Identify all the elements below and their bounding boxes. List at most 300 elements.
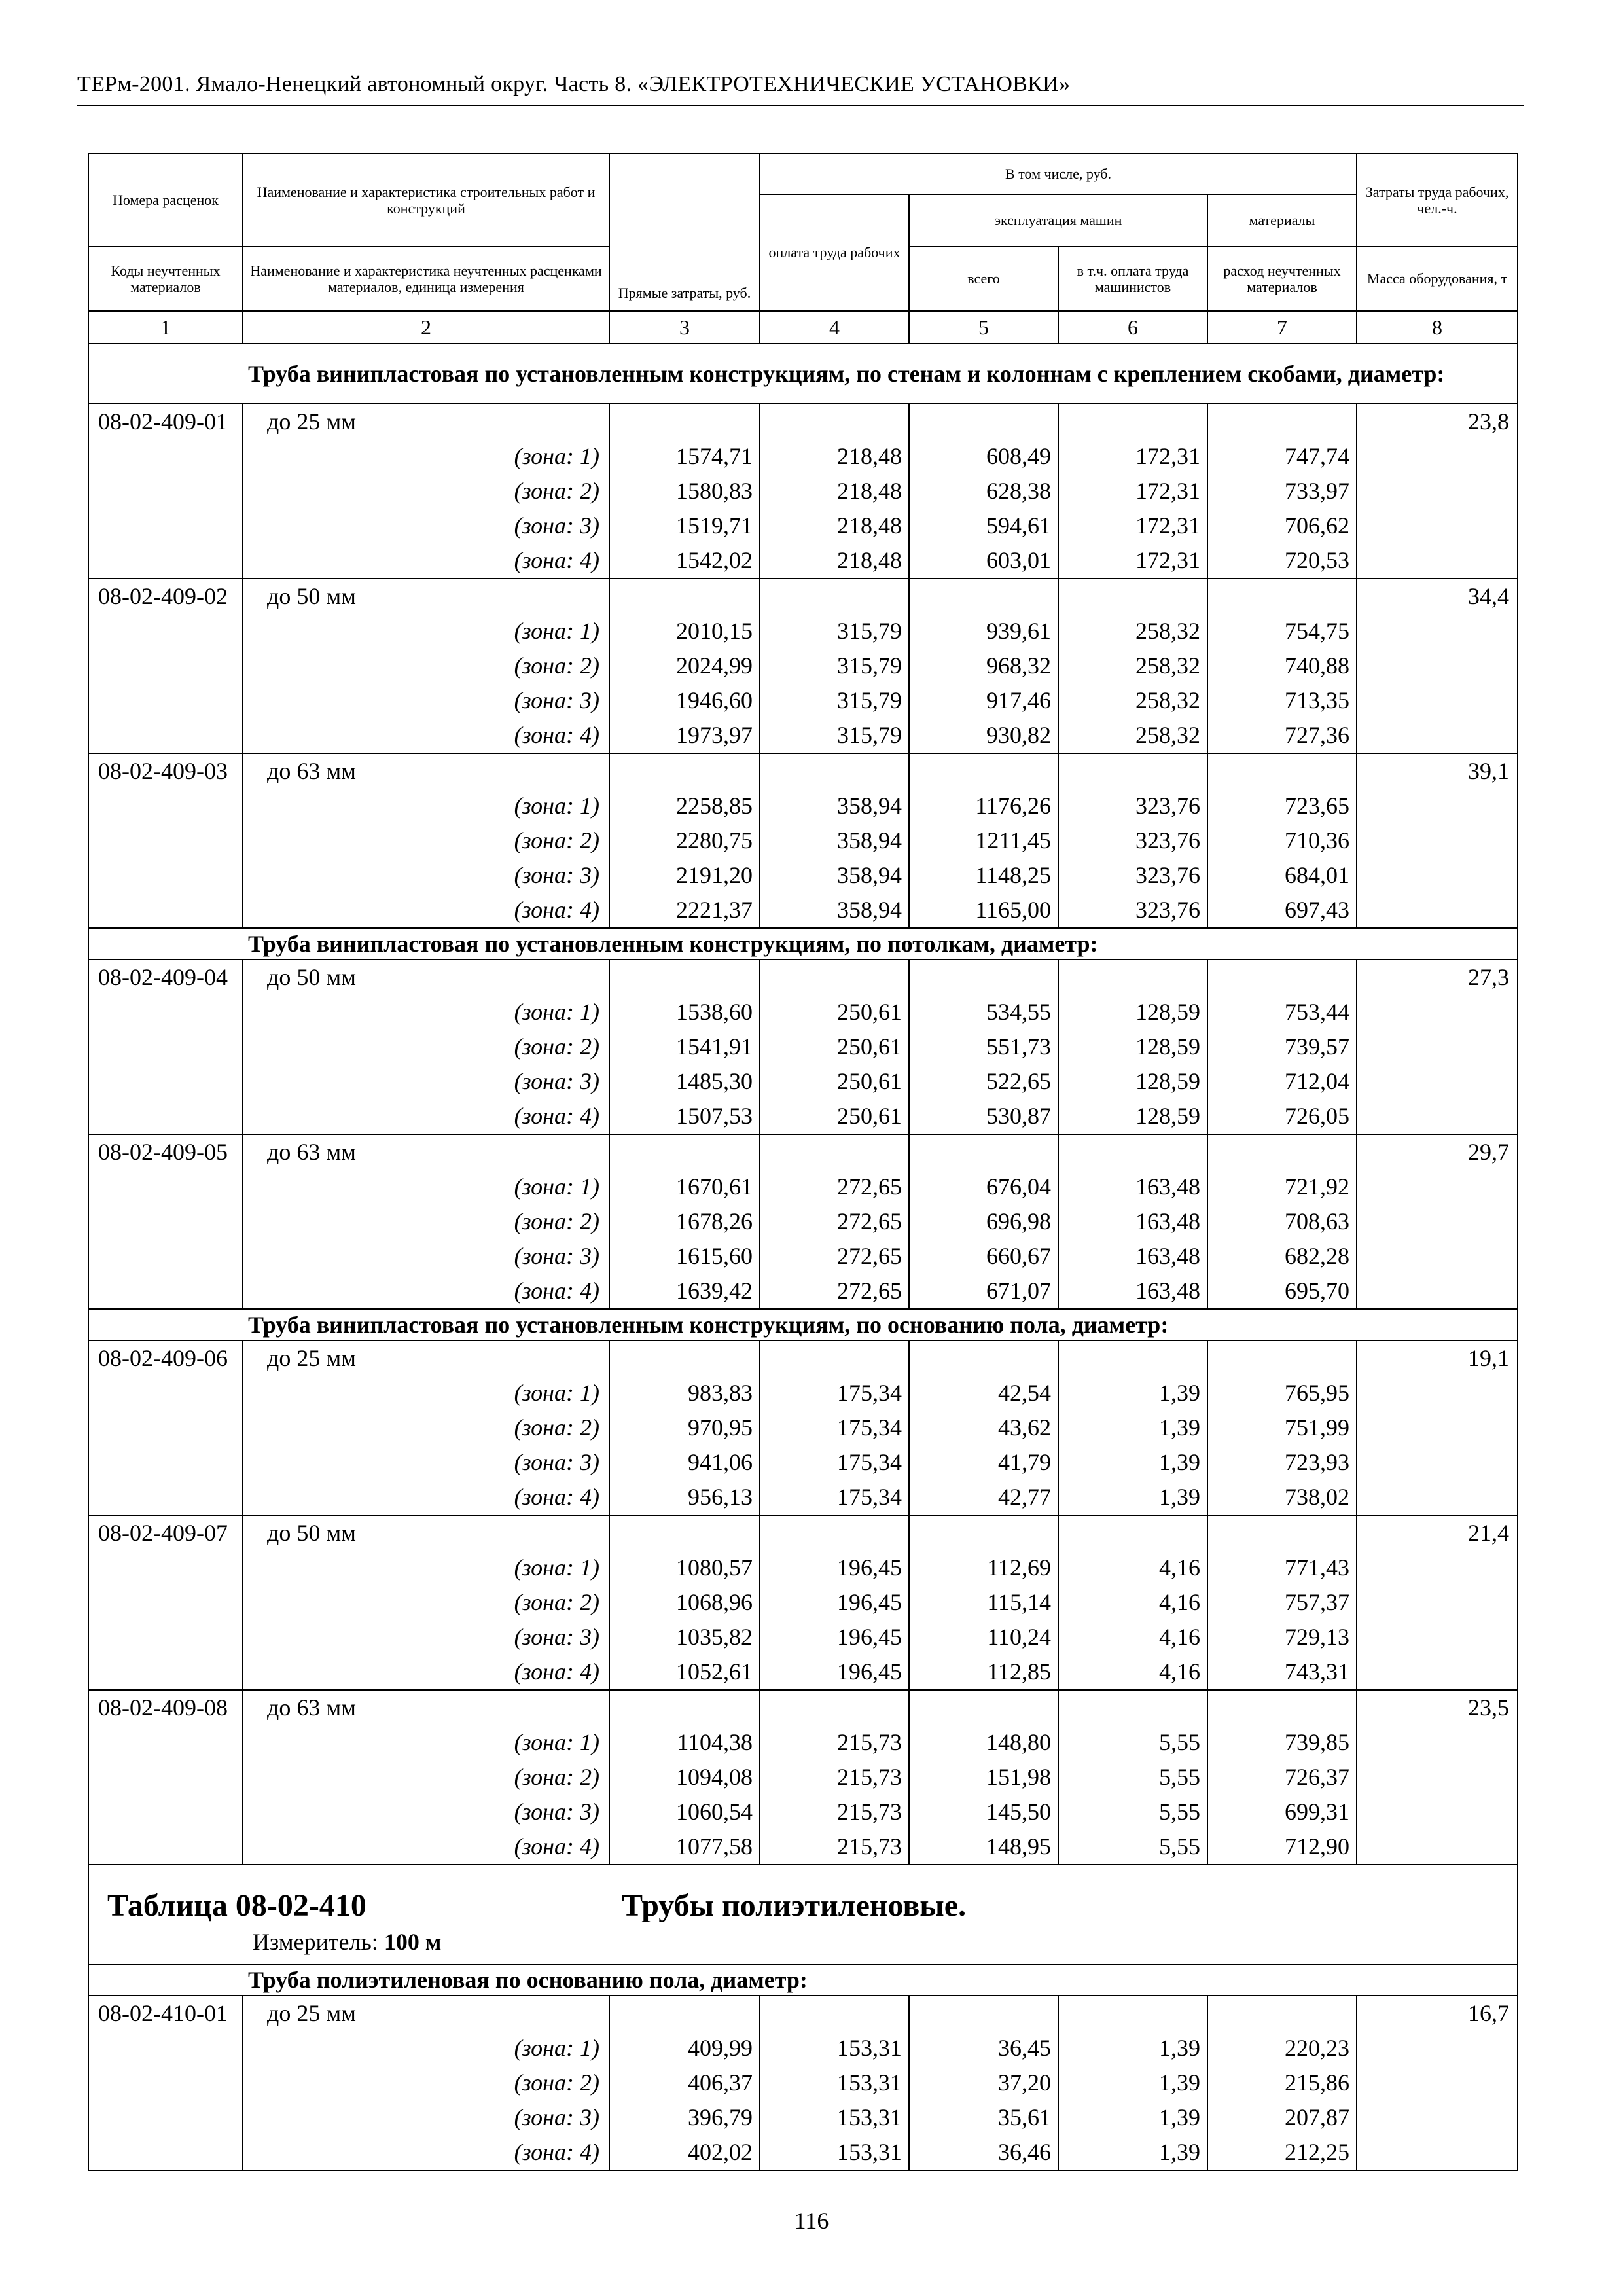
- materials-value: 697,43: [1207, 893, 1357, 928]
- table-row: [88, 439, 1518, 474]
- section-ceilings: [88, 928, 1518, 960]
- materials-value: 765,95: [1207, 1376, 1357, 1410]
- empty-cell: [88, 1480, 243, 1515]
- table-row: [88, 1170, 1518, 1204]
- direct-costs-value: 1538,60: [609, 995, 760, 1030]
- rate-code: 08-02-409-05: [88, 1134, 243, 1170]
- labor-pay-value: 250,61: [760, 1030, 909, 1064]
- labor-pay-value: 358,94: [760, 789, 909, 823]
- materials-value: 771,43: [1207, 1551, 1357, 1585]
- table-row: [88, 893, 1518, 928]
- operators-pay-value: 258,32: [1058, 614, 1207, 649]
- zone-label: (зона: 1): [243, 439, 609, 474]
- table-row: [88, 614, 1518, 649]
- zone-label: (зона: 4): [243, 893, 609, 928]
- operators-pay-value: 258,32: [1058, 649, 1207, 683]
- operators-pay-value: 172,31: [1058, 543, 1207, 579]
- direct-costs-value: 1485,30: [609, 1064, 760, 1099]
- operators-pay-value: 1,39: [1058, 2031, 1207, 2066]
- direct-costs-value: 1580,83: [609, 474, 760, 509]
- empty-cell: [88, 1829, 243, 1865]
- zone-label: (зона: 3): [243, 509, 609, 543]
- direct-costs-value: 970,95: [609, 1410, 760, 1445]
- header-materials: материалы: [1207, 194, 1357, 247]
- zone-label: (зона: 3): [243, 1620, 609, 1655]
- zone-label: (зона: 4): [243, 1655, 609, 1690]
- table-row: [88, 1204, 1518, 1239]
- empty-cell: [1357, 1620, 1518, 1655]
- empty-cell: [1207, 1340, 1357, 1376]
- table-row: [88, 1551, 1518, 1585]
- header-equipment-mass: Масса оборудования, т: [1357, 247, 1518, 311]
- empty-cell: [88, 649, 243, 683]
- labor-pay-value: 315,79: [760, 683, 909, 718]
- empty-cell: [1357, 1655, 1518, 1690]
- operators-pay-value: 1,39: [1058, 2066, 1207, 2100]
- empty-cell: [1207, 1996, 1357, 2031]
- machine-total-value: 43,62: [909, 1410, 1058, 1445]
- header-operators-pay: в т.ч. оплата труда машинистов: [1058, 247, 1207, 311]
- operators-pay-value: 163,48: [1058, 1274, 1207, 1309]
- machine-total-value: 37,20: [909, 2066, 1058, 2100]
- labor-pay-value: 175,34: [760, 1480, 909, 1515]
- direct-costs-value: 409,99: [609, 2031, 760, 2066]
- page-header: ТЕРм-2001. Ямало-Ненецкий автономный округ. Часть 8. «ЭЛЕКТРОТЕХНИЧЕСКИЕ УСТАНОВКИ»: [77, 72, 1071, 96]
- empty-cell: [760, 1515, 909, 1551]
- column-number: 5: [909, 311, 1058, 344]
- rate-group: [88, 1134, 1518, 1309]
- empty-cell: [1357, 1795, 1518, 1829]
- operators-pay-value: 323,76: [1058, 823, 1207, 858]
- labor-pay-value: 250,61: [760, 995, 909, 1030]
- labor-pay-value: 215,73: [760, 1760, 909, 1795]
- section-floor: [88, 1309, 1518, 1340]
- empty-cell: [88, 1445, 243, 1480]
- zone-label: (зона: 1): [243, 1551, 609, 1585]
- machine-total-value: 41,79: [909, 1445, 1058, 1480]
- zone-label: (зона: 1): [243, 2031, 609, 2066]
- rate-code: 08-02-409-04: [88, 960, 243, 995]
- empty-cell: [1357, 543, 1518, 579]
- empty-cell: [760, 579, 909, 614]
- table-number: Таблица 08-02-410: [107, 1888, 366, 1923]
- zone-label: (зона: 2): [243, 649, 609, 683]
- zone-label: (зона: 2): [243, 1585, 609, 1620]
- empty-cell: [88, 1376, 243, 1410]
- table-row: [88, 509, 1518, 543]
- machine-total-value: 148,80: [909, 1725, 1058, 1760]
- machine-total-value: 36,45: [909, 2031, 1058, 2066]
- header-machine-operation: эксплуатация машин: [909, 194, 1207, 247]
- machine-total-value: 917,46: [909, 683, 1058, 718]
- empty-cell: [909, 1340, 1058, 1376]
- table-row: [88, 1410, 1518, 1445]
- materials-value: 738,02: [1207, 1480, 1357, 1515]
- empty-cell: [88, 1760, 243, 1795]
- table-row: [88, 1340, 1518, 1376]
- empty-cell: [88, 2031, 243, 2066]
- labor-pay-value: 218,48: [760, 543, 909, 579]
- labor-pay-value: 272,65: [760, 1239, 909, 1274]
- operators-pay-value: 1,39: [1058, 1376, 1207, 1410]
- labor-hours: 19,1: [1357, 1340, 1518, 1376]
- zone-label: (зона: 4): [243, 543, 609, 579]
- empty-cell: [1357, 1551, 1518, 1585]
- materials-value: 743,31: [1207, 1655, 1357, 1690]
- empty-cell: [1207, 1690, 1357, 1725]
- empty-cell: [609, 579, 760, 614]
- empty-cell: [88, 1064, 243, 1099]
- labor-pay-value: 153,31: [760, 2066, 909, 2100]
- labor-pay-value: 358,94: [760, 858, 909, 893]
- zone-label: (зона: 3): [243, 1064, 609, 1099]
- machine-total-value: 1148,25: [909, 858, 1058, 893]
- machine-total-value: 660,67: [909, 1239, 1058, 1274]
- operators-pay-value: 1,39: [1058, 1445, 1207, 1480]
- machine-total-value: 530,87: [909, 1099, 1058, 1134]
- section-walls: [88, 344, 1518, 404]
- empty-cell: [88, 614, 243, 649]
- empty-cell: [88, 1170, 243, 1204]
- labor-hours: 16,7: [1357, 1996, 1518, 2031]
- operators-pay-value: 258,32: [1058, 683, 1207, 718]
- empty-cell: [1357, 2031, 1518, 2066]
- labor-pay-value: 196,45: [760, 1620, 909, 1655]
- machine-total-value: 628,38: [909, 474, 1058, 509]
- materials-value: 723,65: [1207, 789, 1357, 823]
- empty-cell: [1357, 1585, 1518, 1620]
- labor-pay-value: 272,65: [760, 1204, 909, 1239]
- zone-label: (зона: 4): [243, 718, 609, 753]
- empty-cell: [1207, 753, 1357, 789]
- empty-cell: [1357, 2135, 1518, 2170]
- rate-group: [88, 1996, 1518, 2170]
- labor-pay-value: 315,79: [760, 649, 909, 683]
- zone-label: (зона: 4): [243, 1480, 609, 1515]
- page-number: 116: [794, 2208, 829, 2234]
- table-row: [88, 1480, 1518, 1515]
- empty-cell: [1357, 509, 1518, 543]
- labor-pay-value: 175,34: [760, 1445, 909, 1480]
- labor-pay-value: 218,48: [760, 474, 909, 509]
- labor-pay-value: 272,65: [760, 1274, 909, 1309]
- empty-cell: [1357, 1725, 1518, 1760]
- empty-cell: [88, 789, 243, 823]
- materials-value: 753,44: [1207, 995, 1357, 1030]
- machine-total-value: 35,61: [909, 2100, 1058, 2135]
- materials-value: 739,85: [1207, 1725, 1357, 1760]
- labor-pay-value: 358,94: [760, 823, 909, 858]
- empty-cell: [760, 960, 909, 995]
- column-number: 7: [1207, 311, 1357, 344]
- column-number: 6: [1058, 311, 1207, 344]
- empty-cell: [1357, 1239, 1518, 1274]
- empty-cell: [88, 2100, 243, 2135]
- empty-cell: [88, 1795, 243, 1829]
- direct-costs-value: 1052,61: [609, 1655, 760, 1690]
- column-number: 2: [243, 311, 609, 344]
- zone-label: (зона: 4): [243, 1829, 609, 1865]
- empty-cell: [909, 1996, 1058, 2031]
- table-row: [88, 1064, 1518, 1099]
- table-row: [88, 649, 1518, 683]
- work-name: до 50 мм: [243, 1515, 609, 1551]
- work-name: до 63 мм: [243, 1690, 609, 1725]
- materials-value: 695,70: [1207, 1274, 1357, 1309]
- table-row: [88, 1620, 1518, 1655]
- rate-code: 08-02-409-02: [88, 579, 243, 614]
- table-row: [88, 1795, 1518, 1829]
- labor-pay-value: 315,79: [760, 718, 909, 753]
- labor-hours: 27,3: [1357, 960, 1518, 995]
- materials-value: 751,99: [1207, 1410, 1357, 1445]
- work-name: до 25 мм: [243, 1340, 609, 1376]
- empty-cell: [1357, 1829, 1518, 1865]
- table-row: [88, 543, 1518, 579]
- machine-total-value: 930,82: [909, 718, 1058, 753]
- zone-label: (зона: 3): [243, 858, 609, 893]
- empty-cell: [609, 1134, 760, 1170]
- labor-pay-value: 196,45: [760, 1585, 909, 1620]
- empty-cell: [1357, 614, 1518, 649]
- table-row: [88, 2031, 1518, 2066]
- empty-cell: [88, 995, 243, 1030]
- zone-label: (зона: 2): [243, 1030, 609, 1064]
- empty-cell: [88, 893, 243, 928]
- machine-total-value: 1176,26: [909, 789, 1058, 823]
- zone-label: (зона: 3): [243, 1239, 609, 1274]
- table-row: [88, 1829, 1518, 1865]
- section-title: Труба винипластовая по установленным конструкциям, по стенам и колоннам с креплением скобами, диаметр:: [243, 344, 1518, 404]
- materials-value: 215,86: [1207, 2066, 1357, 2100]
- empty-cell: [88, 439, 243, 474]
- materials-value: 207,87: [1207, 2100, 1357, 2135]
- zone-label: (зона: 2): [243, 823, 609, 858]
- header-divider: [77, 105, 1524, 106]
- empty-cell: [1207, 579, 1357, 614]
- labor-hours: 29,7: [1357, 1134, 1518, 1170]
- labor-pay-value: 215,73: [760, 1829, 909, 1865]
- operators-pay-value: 323,76: [1058, 893, 1207, 928]
- empty-cell: [609, 960, 760, 995]
- column-number: 8: [1357, 311, 1518, 344]
- table-row: [88, 1239, 1518, 1274]
- column-numbers-row: [88, 311, 1518, 344]
- zone-label: (зона: 2): [243, 1760, 609, 1795]
- empty-cell: [88, 2066, 243, 2100]
- empty-cell: [88, 1204, 243, 1239]
- empty-cell: [1207, 960, 1357, 995]
- table-row: [88, 474, 1518, 509]
- direct-costs-value: 1094,08: [609, 1760, 760, 1795]
- labor-pay-value: 175,34: [760, 1410, 909, 1445]
- operators-pay-value: 128,59: [1058, 995, 1207, 1030]
- empty-cell: [909, 753, 1058, 789]
- operators-pay-value: 5,55: [1058, 1725, 1207, 1760]
- table-row: [88, 1655, 1518, 1690]
- empty-cell: [1058, 1134, 1207, 1170]
- materials-value: 733,97: [1207, 474, 1357, 509]
- section-title: Труба полиэтиленовая по основанию пола, диаметр:: [243, 1964, 1518, 1996]
- empty-cell: [909, 579, 1058, 614]
- empty-cell: [88, 1655, 243, 1690]
- direct-costs-value: 1080,57: [609, 1551, 760, 1585]
- rate-group: [88, 404, 1518, 579]
- empty-cell: [88, 1030, 243, 1064]
- zone-label: (зона: 1): [243, 1725, 609, 1760]
- machine-total-value: 112,85: [909, 1655, 1058, 1690]
- column-number: 3: [609, 311, 760, 344]
- table-row: [88, 789, 1518, 823]
- empty-cell: [1058, 404, 1207, 439]
- empty-cell: [1357, 995, 1518, 1030]
- direct-costs-value: 1542,02: [609, 543, 760, 579]
- materials-value: 712,90: [1207, 1829, 1357, 1865]
- zone-label: (зона: 2): [243, 1204, 609, 1239]
- empty-cell: [760, 753, 909, 789]
- table-title: Трубы полиэтиленовые.: [622, 1888, 967, 1923]
- machine-total-value: 603,01: [909, 543, 1058, 579]
- empty-cell: [1357, 1445, 1518, 1480]
- empty-cell: [909, 1134, 1058, 1170]
- header-unaccounted-materials: расход неучтенных материалов: [1207, 247, 1357, 311]
- direct-costs-value: 1104,38: [609, 1725, 760, 1760]
- machine-total-value: 145,50: [909, 1795, 1058, 1829]
- materials-value: 212,25: [1207, 2135, 1357, 2170]
- rate-code: 08-02-409-08: [88, 1690, 243, 1725]
- materials-value: 754,75: [1207, 614, 1357, 649]
- machine-total-value: 42,77: [909, 1480, 1058, 1515]
- direct-costs-value: 1519,71: [609, 509, 760, 543]
- table-row: [88, 1376, 1518, 1410]
- empty-cell: [1357, 1410, 1518, 1445]
- table-row: [88, 579, 1518, 614]
- empty-cell: [909, 1515, 1058, 1551]
- labor-pay-value: 358,94: [760, 893, 909, 928]
- zone-label: (зона: 4): [243, 2135, 609, 2170]
- operators-pay-value: 128,59: [1058, 1099, 1207, 1134]
- table-row: [88, 718, 1518, 753]
- operators-pay-value: 128,59: [1058, 1030, 1207, 1064]
- table-header: [88, 154, 1518, 344]
- machine-total-value: 151,98: [909, 1760, 1058, 1795]
- empty-cell: [1357, 858, 1518, 893]
- empty-cell: [1058, 1340, 1207, 1376]
- machine-total-value: 608,49: [909, 439, 1058, 474]
- table-row: [88, 2135, 1518, 2170]
- direct-costs-value: 1574,71: [609, 439, 760, 474]
- labor-hours: 23,8: [1357, 404, 1518, 439]
- table-row: [88, 995, 1518, 1030]
- section-title: Труба винипластовая по установленным конструкциям, по потолкам, диаметр:: [243, 928, 1518, 960]
- work-name: до 63 мм: [243, 753, 609, 789]
- operators-pay-value: 172,31: [1058, 439, 1207, 474]
- empty-cell: [1357, 1099, 1518, 1134]
- section-title: Труба винипластовая по установленным конструкциям, по основанию пола, диаметр:: [243, 1309, 1518, 1340]
- empty-cell: [1357, 1030, 1518, 1064]
- rate-group: [88, 1340, 1518, 1515]
- direct-costs-value: 406,37: [609, 2066, 760, 2100]
- empty-cell: [1357, 789, 1518, 823]
- direct-costs-value: 1077,58: [609, 1829, 760, 1865]
- empty-cell: [760, 1996, 909, 2031]
- direct-costs-value: 2191,20: [609, 858, 760, 893]
- empty-cell: [88, 1274, 243, 1309]
- operators-pay-value: 1,39: [1058, 2135, 1207, 2170]
- empty-cell: [1357, 474, 1518, 509]
- empty-cell: [88, 474, 243, 509]
- materials-value: 726,05: [1207, 1099, 1357, 1134]
- operators-pay-value: 5,55: [1058, 1760, 1207, 1795]
- machine-total-value: 939,61: [909, 614, 1058, 649]
- operators-pay-value: 163,48: [1058, 1204, 1207, 1239]
- direct-costs-value: 1678,26: [609, 1204, 760, 1239]
- labor-pay-value: 218,48: [760, 439, 909, 474]
- empty-cell: [1207, 404, 1357, 439]
- table-row: [88, 960, 1518, 995]
- direct-costs-value: 1060,54: [609, 1795, 760, 1829]
- labor-pay-value: 196,45: [760, 1655, 909, 1690]
- materials-value: 710,36: [1207, 823, 1357, 858]
- empty-cell: [760, 1690, 909, 1725]
- operators-pay-value: 172,31: [1058, 509, 1207, 543]
- rate-code: 08-02-409-01: [88, 404, 243, 439]
- zone-label: (зона: 2): [243, 2066, 609, 2100]
- labor-pay-value: 175,34: [760, 1376, 909, 1410]
- machine-total-value: 551,73: [909, 1030, 1058, 1064]
- empty-cell: [609, 404, 760, 439]
- materials-value: 713,35: [1207, 683, 1357, 718]
- zone-label: (зона: 3): [243, 1795, 609, 1829]
- materials-value: 220,23: [1207, 2031, 1357, 2066]
- machine-total-value: 671,07: [909, 1274, 1058, 1309]
- column-number: 4: [760, 311, 909, 344]
- rate-group: [88, 579, 1518, 753]
- direct-costs-value: 1541,91: [609, 1030, 760, 1064]
- empty-cell: [609, 1340, 760, 1376]
- operators-pay-value: 128,59: [1058, 1064, 1207, 1099]
- labor-hours: 23,5: [1357, 1690, 1518, 1725]
- header-including: В том числе, руб.: [760, 154, 1357, 194]
- empty-cell: [88, 509, 243, 543]
- operators-pay-value: 4,16: [1058, 1655, 1207, 1690]
- direct-costs-value: 941,06: [609, 1445, 760, 1480]
- machine-total-value: 148,95: [909, 1829, 1058, 1865]
- machine-total-value: 1211,45: [909, 823, 1058, 858]
- empty-cell: [88, 858, 243, 893]
- zone-label: (зона: 4): [243, 1099, 609, 1134]
- direct-costs-value: 2280,75: [609, 823, 760, 858]
- table-row: [88, 858, 1518, 893]
- empty-cell: [88, 718, 243, 753]
- zone-label: (зона: 3): [243, 2100, 609, 2135]
- work-name: до 25 мм: [243, 404, 609, 439]
- machine-total-value: 110,24: [909, 1620, 1058, 1655]
- direct-costs-value: 1946,60: [609, 683, 760, 718]
- materials-value: 747,74: [1207, 439, 1357, 474]
- table-row: [88, 1445, 1518, 1480]
- operators-pay-value: 4,16: [1058, 1620, 1207, 1655]
- labor-hours: 39,1: [1357, 753, 1518, 789]
- materials-value: 757,37: [1207, 1585, 1357, 1620]
- column-number: 1: [88, 311, 243, 344]
- zone-label: (зона: 2): [243, 474, 609, 509]
- work-name: до 50 мм: [243, 960, 609, 995]
- empty-cell: [760, 1340, 909, 1376]
- empty-cell: [1357, 1170, 1518, 1204]
- empty-cell: [1207, 1515, 1357, 1551]
- table-row: [88, 1996, 1518, 2031]
